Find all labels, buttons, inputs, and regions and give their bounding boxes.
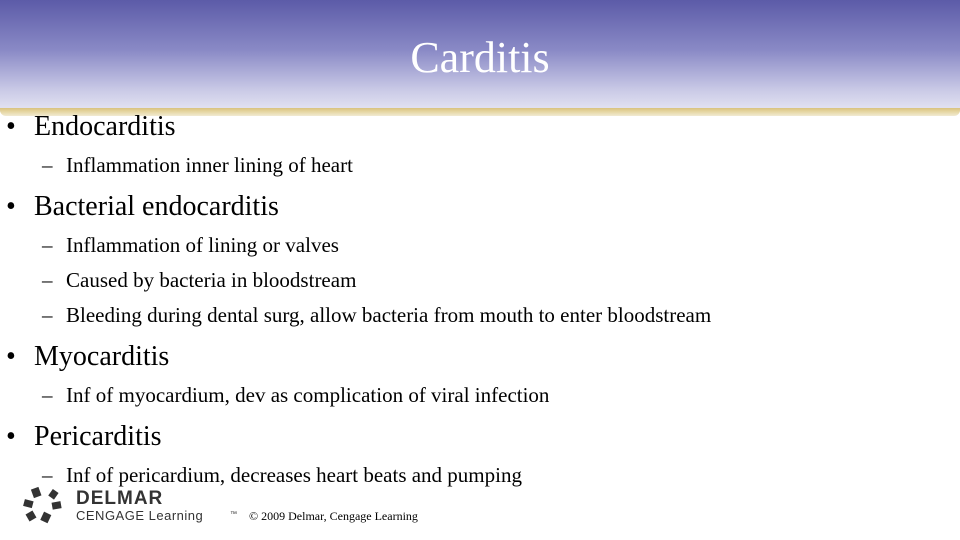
copyright-notice: © 2009 Delmar, Cengage Learning — [249, 509, 418, 523]
dash-marker: – — [42, 268, 53, 292]
dash-marker: – — [42, 463, 53, 487]
sub-bullet-text: Inflammation inner lining of heart — [66, 153, 353, 177]
bullet-text: Bacterial endocarditis — [34, 191, 279, 222]
delmar-cengage-logo — [22, 486, 242, 526]
logo-trademark: ™ — [230, 511, 237, 518]
sub-bullet-text: Caused by bacteria in bloodstream — [66, 268, 357, 292]
bullet-item — [6, 420, 162, 454]
bullet-marker: • — [6, 421, 16, 452]
starburst-icon — [23, 487, 62, 523]
sub-bullet-item — [42, 302, 711, 328]
sub-bullet-text: Inflammation of lining or valves — [66, 233, 339, 257]
dash-marker: – — [42, 303, 53, 327]
bullet-item — [6, 340, 169, 374]
sub-bullet-item — [42, 267, 356, 293]
sub-bullet-item — [42, 382, 549, 408]
slide-title: Carditis — [410, 33, 550, 82]
sub-bullet-item — [42, 232, 339, 258]
sub-bullet-item — [42, 462, 522, 488]
dash-marker: – — [42, 383, 53, 407]
sub-bullet-text: Inf of myocardium, dev as complication of viral infection — [66, 383, 550, 407]
logo-wordmark-cengage: CENGAGE Learning — [76, 508, 204, 523]
bullet-text: Endocarditis — [34, 111, 176, 142]
bullet-text: Myocarditis — [34, 341, 170, 372]
sub-bullet-text: Inf of pericardium, decreases heart beats and pumping — [66, 463, 522, 487]
bullet-text: Pericarditis — [34, 421, 162, 452]
logo-wordmark-delmar: DELMAR — [76, 488, 164, 509]
bullet-item — [6, 110, 176, 144]
sub-bullet-text: Bleeding during dental surg, allow bacteria from mouth to enter bloodstream — [66, 303, 712, 327]
dash-marker: – — [42, 233, 53, 257]
bullet-marker: • — [6, 111, 16, 142]
bullet-item — [6, 190, 279, 224]
bullet-marker: • — [6, 341, 16, 372]
dash-marker: – — [42, 153, 53, 177]
bullet-marker: • — [6, 191, 16, 222]
sub-bullet-item — [42, 152, 353, 178]
